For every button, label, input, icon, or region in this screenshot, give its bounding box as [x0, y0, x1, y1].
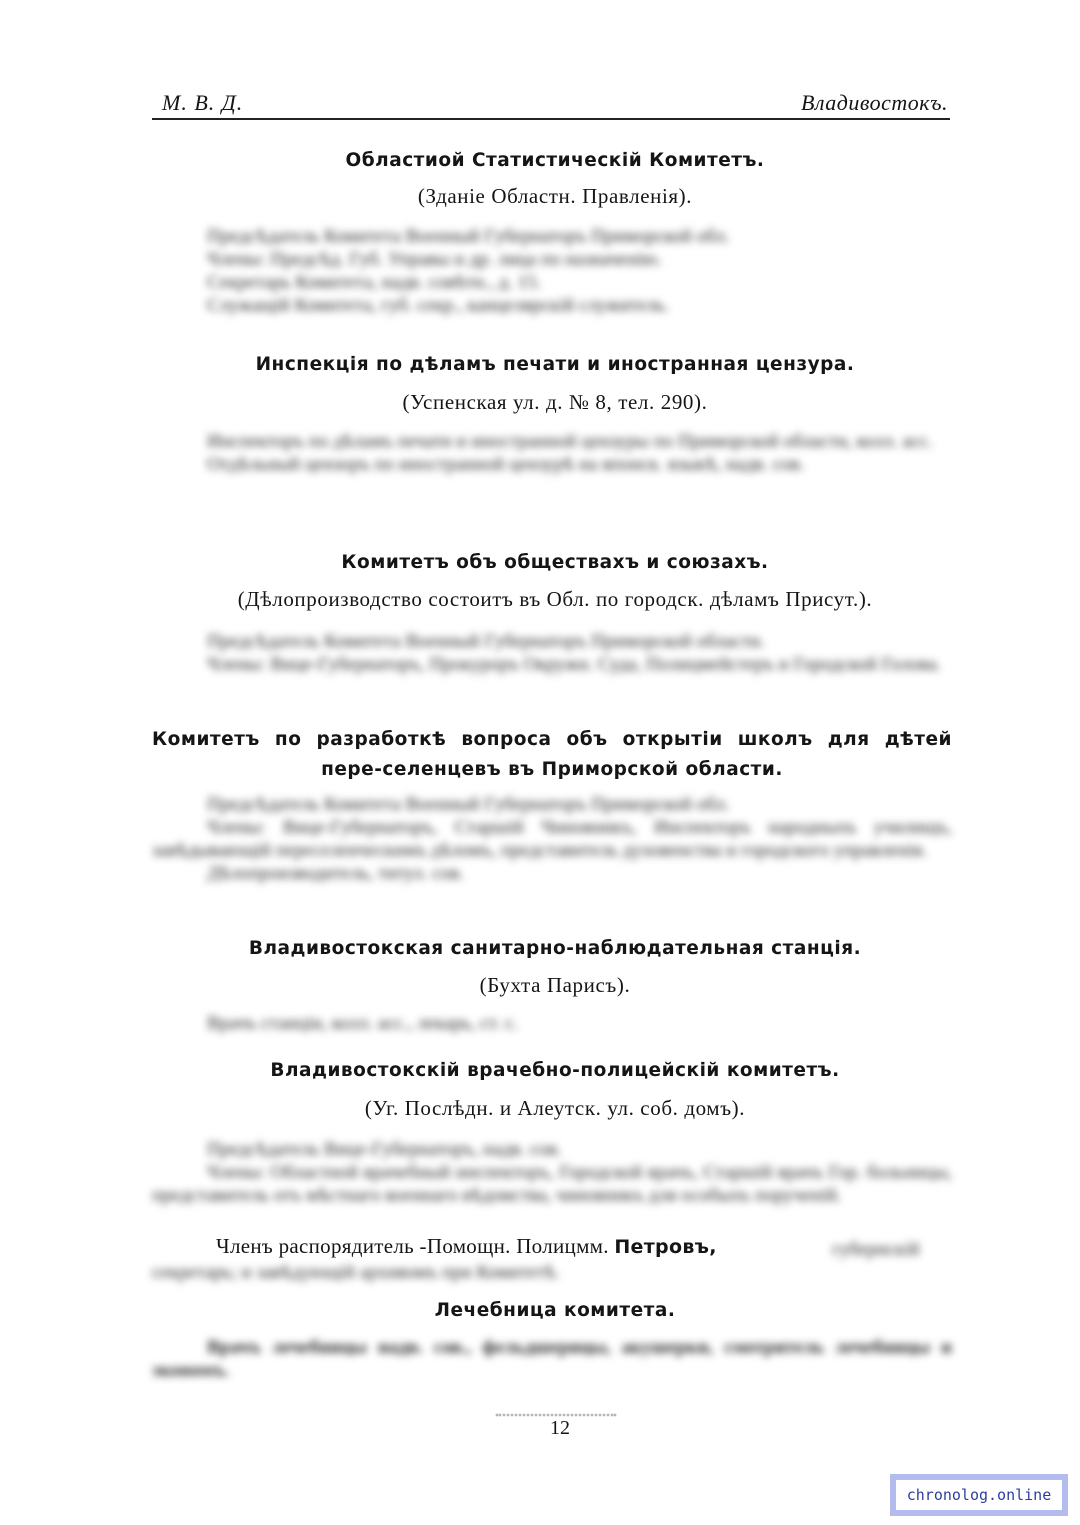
section-title-schools-committee: Комитетъ по разработкѣ вопроса объ открытіи школъ для дѣтей пере-селенцевъ въ Приморской области. — [152, 729, 952, 780]
section-address-medical-police-committee: (Уг. Послѣдн. и Алеутск. ул. соб. домъ). — [364, 1096, 746, 1120]
body-line: Служащій Комитета, губ. секр., канцелярскій служитель. — [207, 295, 670, 316]
section-address-press-inspection: (Успенская ул. д. № 8, тел. 290). — [402, 390, 708, 414]
body-line: Члены: Предсѣд. Губ. Управы и др. лица по назначенію. — [207, 249, 662, 270]
body-line: Члены: Областной врачебный инспекторъ, Городской врачъ, Старшій врачъ Гор. больницы, представитель отъ мѣстнаго военнаго вѣдомства, чиновникъ для особыхъ порученій. — [152, 1162, 952, 1206]
header-rule — [152, 118, 950, 120]
section-address-sanitary-station: (Бухта Парисъ). — [479, 973, 631, 997]
member-line-name: Петровъ, — [614, 1236, 717, 1258]
body-line: Врачъ лечебницы надв. сов., фельдшерицы, акушерки, смотритель лечебницы и экономъ. — [152, 1337, 952, 1381]
body-line: Инспекторъ по дѣламъ печати и иностранной цензуры по Приморской области, колл. асс. — [207, 431, 933, 452]
section-address-statistical-committee: (Зданіе Областн. Правленія). — [417, 184, 693, 208]
section-address-societies-committee: (Дѣлопроизводство состоитъ въ Обл. по городск. дѣламъ Присут.). — [237, 587, 873, 611]
body-line: Дѣлопроизводитель, титул. сов. — [207, 863, 464, 884]
section-title-sanitary-station: Владивостокская санитарно-наблюдательная станція. — [248, 938, 862, 959]
header-right: Владивостокъ. — [800, 90, 948, 115]
body-line: Предсѣдатель Комитета Военный Губернаторъ Приморской обл. — [207, 794, 730, 815]
body-line: Члены: Вице-Губернаторъ, Прокуроръ Окружн. Суда, Полицмейстеръ и Городской Голова. — [207, 654, 942, 675]
member-line-continuation — [152, 1238, 952, 1284]
body-line: Секретарь Комитета, надв. совѣтн., д. 15. — [207, 272, 542, 293]
section-body-medical-police-committee — [152, 1138, 952, 1207]
section-body-press-inspection — [152, 430, 952, 476]
body-line: губернскій секретарь; и завѣдующій архивомъ при Комитетѣ. — [152, 1239, 920, 1283]
header-left: М. В. Д. — [162, 90, 244, 115]
section-title-medical-police-committee: Владивостокскій врачебно-полицейскій комитетъ. — [270, 1060, 840, 1081]
body-line: Члены: Вице-Губернаторъ, Старшій Чиновникъ, Инспекторъ народныхъ училищъ, завѣдывающій переселенческимъ дѣломъ, представитель духовенства и городского управленія. — [152, 817, 952, 861]
body-line: Отдѣльный цензоръ по иностранной цензурѣ на японск. языкѣ, надв. сов. — [207, 454, 805, 475]
section-body-schools-committee — [152, 793, 952, 885]
section-body-clinic — [152, 1336, 952, 1382]
section-body-societies-committee — [152, 630, 952, 676]
section-body-sanitary-station — [152, 1012, 952, 1035]
section-title-statistical-committee: Областиой Статистическій Комитетъ. — [345, 150, 765, 171]
section-title-clinic: Лечебница комитета. — [434, 1300, 676, 1321]
member-line-lead: Членъ распорядитель -Помощн. Полицмм. — [216, 1234, 609, 1258]
watermark-text: chronolog.online — [896, 1480, 1062, 1510]
site-watermark[interactable] — [890, 1474, 1068, 1516]
body-line: Предсѣдатель Вице-Губернаторъ, надв. сов. — [207, 1139, 562, 1160]
section-title-press-inspection: Инспекція по дѣламъ печати и иностранная цензура. — [255, 354, 855, 375]
section-title-societies-committee: Комитетъ объ обществахъ и союзахъ. — [341, 552, 769, 573]
section-body-statistical-committee — [152, 225, 952, 317]
body-line: Врачъ станціи, колл. асс., лекарь, ст. с. — [207, 1013, 519, 1034]
body-line: Предсѣдатель Комитета Военный Губернаторъ Приморской обл. — [207, 226, 730, 247]
body-line: Предсѣдатель Комитета Военный Губернаторъ Приморской области. — [207, 631, 765, 652]
page-number: 12 — [550, 1417, 570, 1439]
